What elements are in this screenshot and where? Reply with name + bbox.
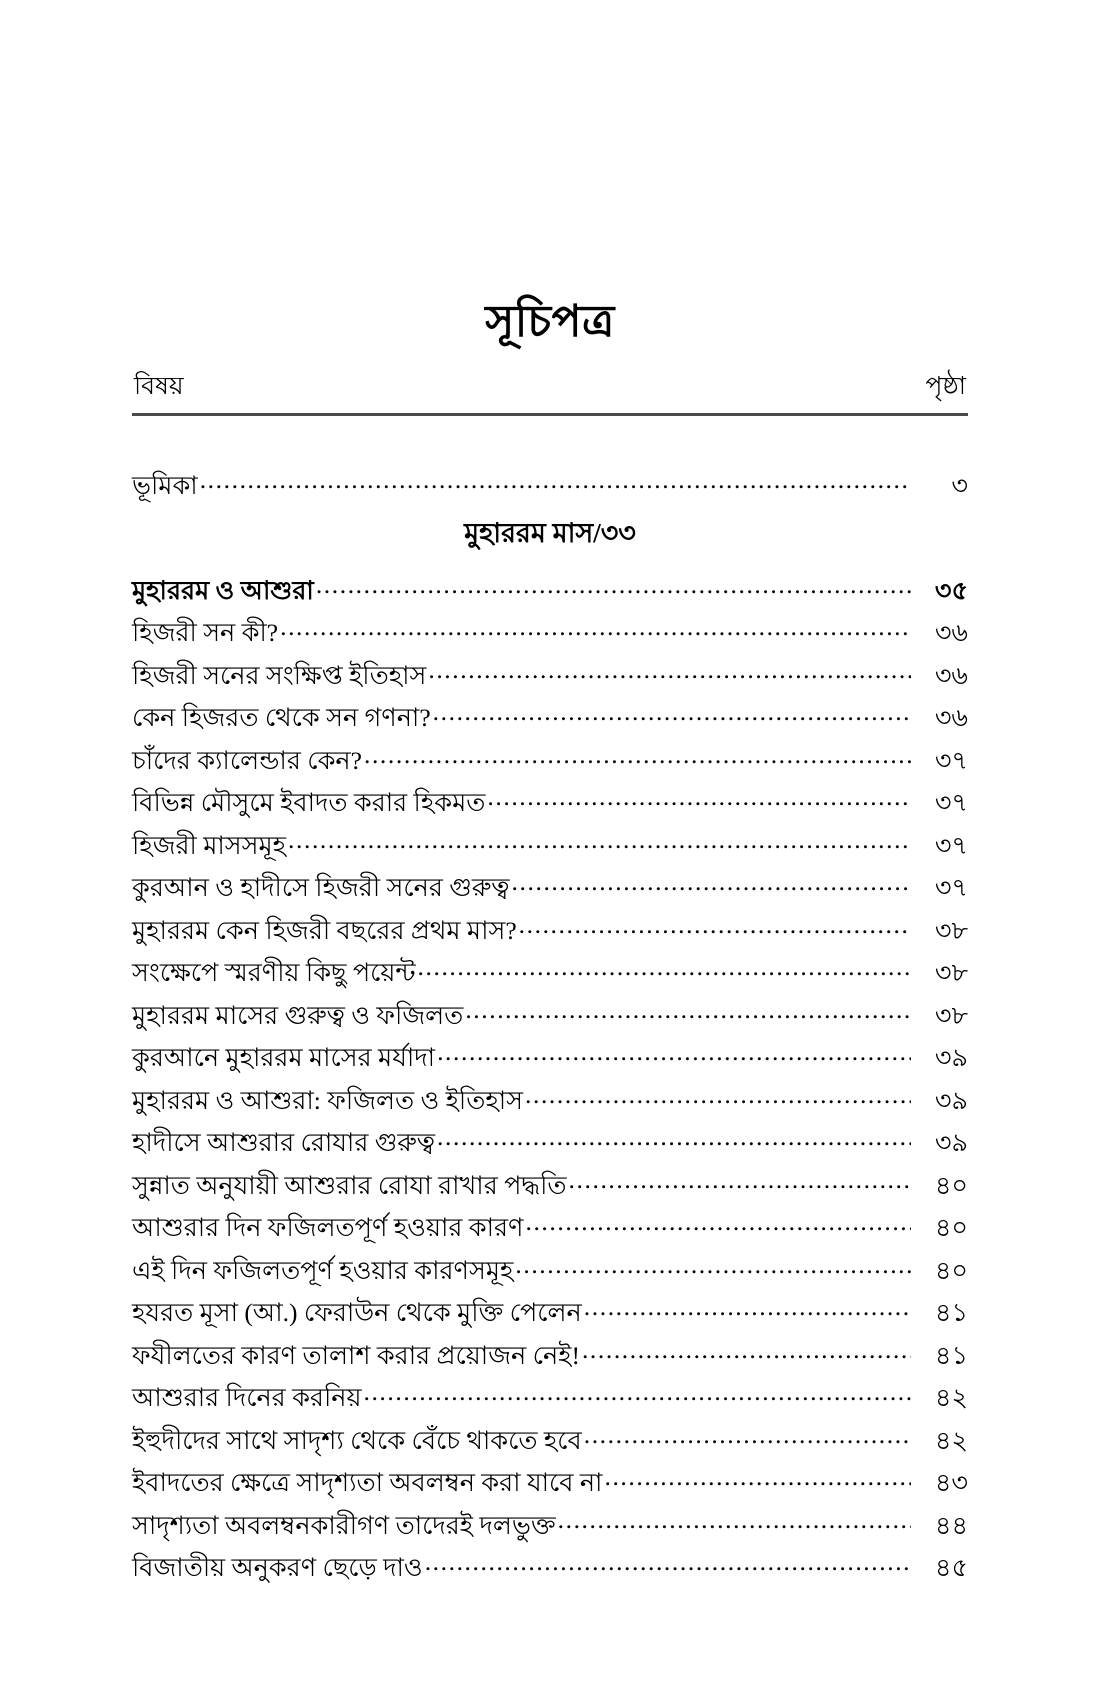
toc-entry[interactable]	[132, 1338, 968, 1368]
dot-leader	[200, 468, 911, 494]
toc-entry[interactable]	[132, 1423, 968, 1453]
toc-entry[interactable]	[132, 1551, 968, 1581]
dot-leader	[418, 956, 911, 982]
toc-entry[interactable]	[132, 786, 968, 816]
column-header-row	[132, 366, 968, 413]
toc-entry-preface[interactable]	[132, 468, 968, 498]
dot-leader	[437, 1041, 911, 1067]
toc-entry-label: হাদীসে আশুরার রোযার গুরুত্ব	[132, 1128, 436, 1157]
toc-entry[interactable]	[132, 1041, 968, 1071]
dot-leader	[569, 1168, 911, 1194]
dot-leader	[584, 1296, 911, 1322]
toc-entry-label: কেন হিজরত থেকে সন গণনা?	[132, 703, 431, 732]
toc-entry-label: সাদৃশ্যতা অবলম্বনকারীগণ তাদেরই দলভুক্ত	[132, 1510, 556, 1540]
toc-entry[interactable]	[132, 1296, 968, 1326]
toc-entry-label: আশুরার দিন ফজিলতপূর্ণ হওয়ার কারণ	[132, 1213, 524, 1242]
toc-entry[interactable]	[132, 1466, 968, 1496]
dot-leader	[437, 1126, 911, 1152]
column-header-subject: বিষয়	[134, 373, 184, 400]
dot-leader	[364, 743, 911, 769]
toc-entry-page: ৩৭	[934, 873, 968, 902]
toc-entry-page: ৩৮	[934, 1000, 968, 1030]
toc-entry-label: কুরআন ও হাদীসে হিজরী সনের গুরুত্ব	[132, 873, 510, 902]
toc-entry[interactable]	[132, 1508, 968, 1538]
toc-entry[interactable]	[132, 701, 968, 731]
toc-entry-page: ৪১	[934, 1298, 968, 1327]
toc-entry-label: কুরআনে মুহাররম মাসের মর্যাদা	[132, 1043, 436, 1072]
toc-entry-page: ৩৮	[934, 915, 968, 945]
toc-entry-page: ৩৮	[934, 958, 968, 987]
toc-entry-page: ৪২	[934, 1425, 968, 1455]
toc-entry-label: মুহাররম মাসের গুরুত্ব ও ফজিলত	[132, 1000, 464, 1030]
dot-leader	[558, 1508, 911, 1534]
dot-leader	[316, 573, 911, 599]
dot-leader	[515, 1253, 911, 1279]
toc-entry-label: আশুরার দিনের করনিয়	[132, 1383, 362, 1412]
dot-leader	[604, 1466, 911, 1492]
toc-entry[interactable]	[132, 1168, 968, 1198]
dot-leader	[525, 1211, 911, 1237]
toc-entry[interactable]	[132, 658, 968, 688]
dot-leader	[582, 1338, 911, 1364]
toc-entry-page: ৪৩	[934, 1468, 968, 1497]
toc-entry-label: বিভিন্ন মৌসুমে ইবাদত করার হিকমত	[132, 788, 486, 817]
dot-leader	[487, 786, 911, 812]
toc-entry-label: হিজরী সন কী?	[132, 618, 279, 647]
toc-entries-container	[132, 573, 968, 1581]
toc-entry[interactable]	[132, 913, 968, 943]
dot-leader	[465, 998, 911, 1024]
toc-entry-page: ৪০	[934, 1170, 968, 1200]
toc-entry[interactable]	[132, 616, 968, 646]
toc-entry-label: মুহাররম কেন হিজরী বছরের প্রথম মাস?	[132, 915, 517, 945]
toc-entry-page: ৩৬	[934, 618, 968, 647]
dot-leader	[280, 616, 911, 642]
toc-entry-page: ৩৭	[934, 745, 968, 775]
toc-entry-page: ৪১	[934, 1340, 968, 1370]
section-heading: মুহাররম মাস/৩৩	[464, 518, 636, 548]
toc-entry-label: বিজাতীয় অনুকরণ ছেড়ে দাও	[132, 1553, 423, 1582]
header-divider	[132, 413, 968, 416]
toc-entry-label: সংক্ষেপে স্মরণীয় কিছু পয়েন্ট	[132, 958, 416, 987]
toc-entry[interactable]	[132, 871, 968, 901]
toc-entry[interactable]	[132, 828, 968, 858]
toc-entry-page: ৩৯	[934, 1085, 968, 1115]
toc-entry-page: ৪২	[934, 1383, 968, 1412]
toc-entry-page: ৩	[951, 470, 968, 500]
page-title: সূচিপত্র	[485, 297, 615, 346]
toc-entry-page: ৪৪	[934, 1510, 968, 1540]
toc-entry-label: এই দিন ফজিলতপূর্ণ হওয়ার কারণসমূহ	[132, 1255, 514, 1285]
dot-leader	[363, 1381, 911, 1407]
dot-leader	[584, 1423, 911, 1449]
toc-entry[interactable]	[132, 1211, 968, 1241]
column-header-page: পৃষ্ঠা	[925, 373, 966, 400]
toc-entry-label: ইহুদীদের সাথে সাদৃশ্য থেকে বেঁচে থাকতে হবে	[132, 1425, 582, 1455]
dot-leader	[525, 1083, 911, 1109]
toc-entry-label: মুহাররম ও আশুরা: ফজিলত ও ইতিহাস	[132, 1085, 523, 1115]
toc-entry-label: চাঁদের ক্যালেন্ডার কেন?	[132, 745, 362, 775]
toc-entry-label: হিজরী সনের সংক্ষিপ্ত ইতিহাস	[132, 660, 427, 690]
toc-entry[interactable]	[132, 573, 968, 603]
toc-entry-label: ইবাদতের ক্ষেত্রে সাদৃশ্যতা অবলম্বন করা যাবে না	[132, 1468, 603, 1497]
toc-entry-page: ৪০	[934, 1213, 968, 1242]
toc-entry-page: ৩৯	[934, 1043, 968, 1072]
toc-entry[interactable]	[132, 998, 968, 1028]
toc-entry-label: হযরত মূসা (আ.) ফেরাউন থেকে মুক্তি পেলেন	[132, 1298, 582, 1327]
toc-entry-page: ৩৯	[934, 1128, 968, 1157]
toc-entry-label: সুন্নাত অনুযায়ী আশুরার রোযা রাখার পদ্ধতি	[132, 1170, 567, 1200]
toc-entry[interactable]	[132, 956, 968, 986]
toc-entry-page: ৩৭	[934, 788, 968, 817]
toc-entry[interactable]	[132, 1253, 968, 1283]
toc-entry-page: ৪০	[934, 1255, 968, 1285]
toc-entry-page: ৩৬	[934, 660, 968, 690]
toc-entry-label: হিজরী মাসসমূহ	[132, 830, 287, 860]
toc-entry[interactable]	[132, 1381, 968, 1411]
dot-leader	[433, 701, 911, 727]
toc-entry[interactable]	[132, 743, 968, 773]
toc-entry-page: ৪৫	[934, 1553, 968, 1582]
toc-entry-page: ৩৫	[934, 575, 968, 605]
toc-entry-page: ৩৭	[934, 830, 968, 860]
dot-leader	[428, 658, 911, 684]
toc-entry-label: মুহাররম ও আশুরা	[132, 575, 314, 605]
dot-leader	[519, 913, 911, 939]
toc-entry-label: ফযীলতের কারণ তালাশ করার প্রয়োজন নেই!	[132, 1340, 580, 1370]
toc-entry[interactable]	[132, 1126, 968, 1156]
toc-entry-list	[132, 468, 968, 1581]
dot-leader	[288, 828, 911, 854]
dot-leader	[425, 1551, 911, 1577]
toc-entry[interactable]	[132, 1083, 968, 1113]
toc-entry-label: ভূমিকা	[132, 470, 198, 500]
dot-leader	[512, 871, 911, 897]
toc-entry-page: ৩৬	[934, 703, 968, 732]
